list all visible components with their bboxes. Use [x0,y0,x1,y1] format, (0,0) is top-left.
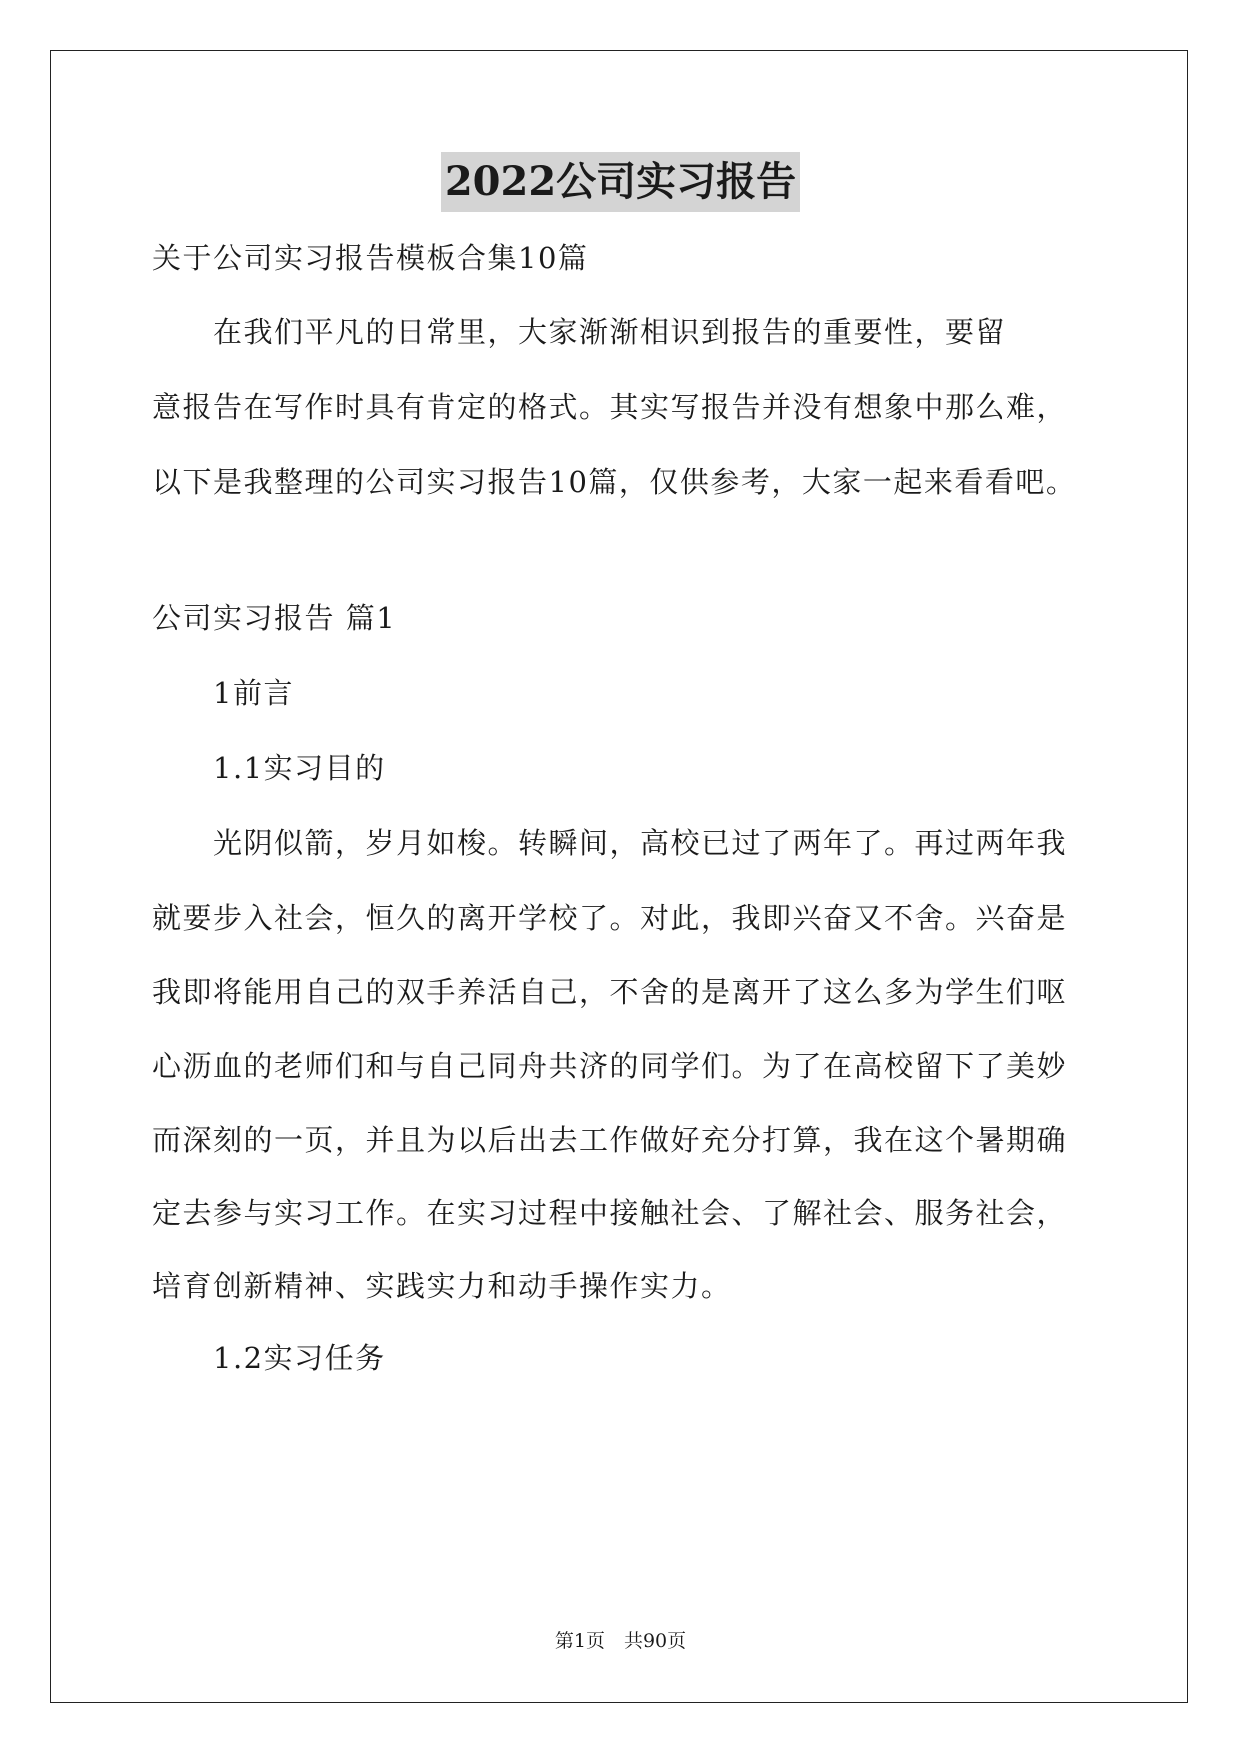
body-line: 而深刻的一页，并且为以后出去工作做好充分打算，我在这个暑期确 [152,1123,1068,1157]
body-line: 定去参与实习工作。在实习过程中接触社会、了解社会、服务社会， [152,1196,1068,1230]
heading-internship-purpose: 1.1实习目的 [213,751,386,785]
heading-internship-tasks: 1.2实习任务 [213,1341,386,1375]
body-line: 光阴似箭，岁月如梭。转瞬间，高校已过了两年了。再过两年我 [213,826,1068,860]
page-number-footer: 第1页 共90页 [554,1630,687,1652]
intro-line: 在我们平凡的日常里，大家渐渐相识到报告的重要性，要留 [152,315,1007,349]
title-container [0,152,1241,212]
intro-line: 意报告在写作时具有肯定的格式。其实写报告并没有想象中那么难， [152,390,1068,424]
body-line: 心沥血的老师们和与自己同舟共济的同学们。为了在高校留下了美妙 [152,1049,1068,1083]
body-line: 就要步入社会，恒久的离开学校了。对此，我即兴奋又不舍。兴奋是 [152,901,1068,935]
body-line: 我即将能用自己的双手养活自己，不舍的是离开了这么多为学生们呕 [152,975,1068,1009]
intro-line: 以下是我整理的公司实习报告10篇，仅供参考，大家一起来看看吧。 [152,465,1077,499]
body-line: 培育创新精神、实践实力和动手操作实力。 [152,1269,732,1303]
section-heading: 公司实习报告 篇1 [152,601,397,635]
page-border [50,50,1188,1703]
document-subtitle: 关于公司实习报告模板合集10篇 [152,241,589,275]
heading-preface: 1前言 [213,676,294,710]
document-title: 2022公司实习报告 [441,152,800,212]
